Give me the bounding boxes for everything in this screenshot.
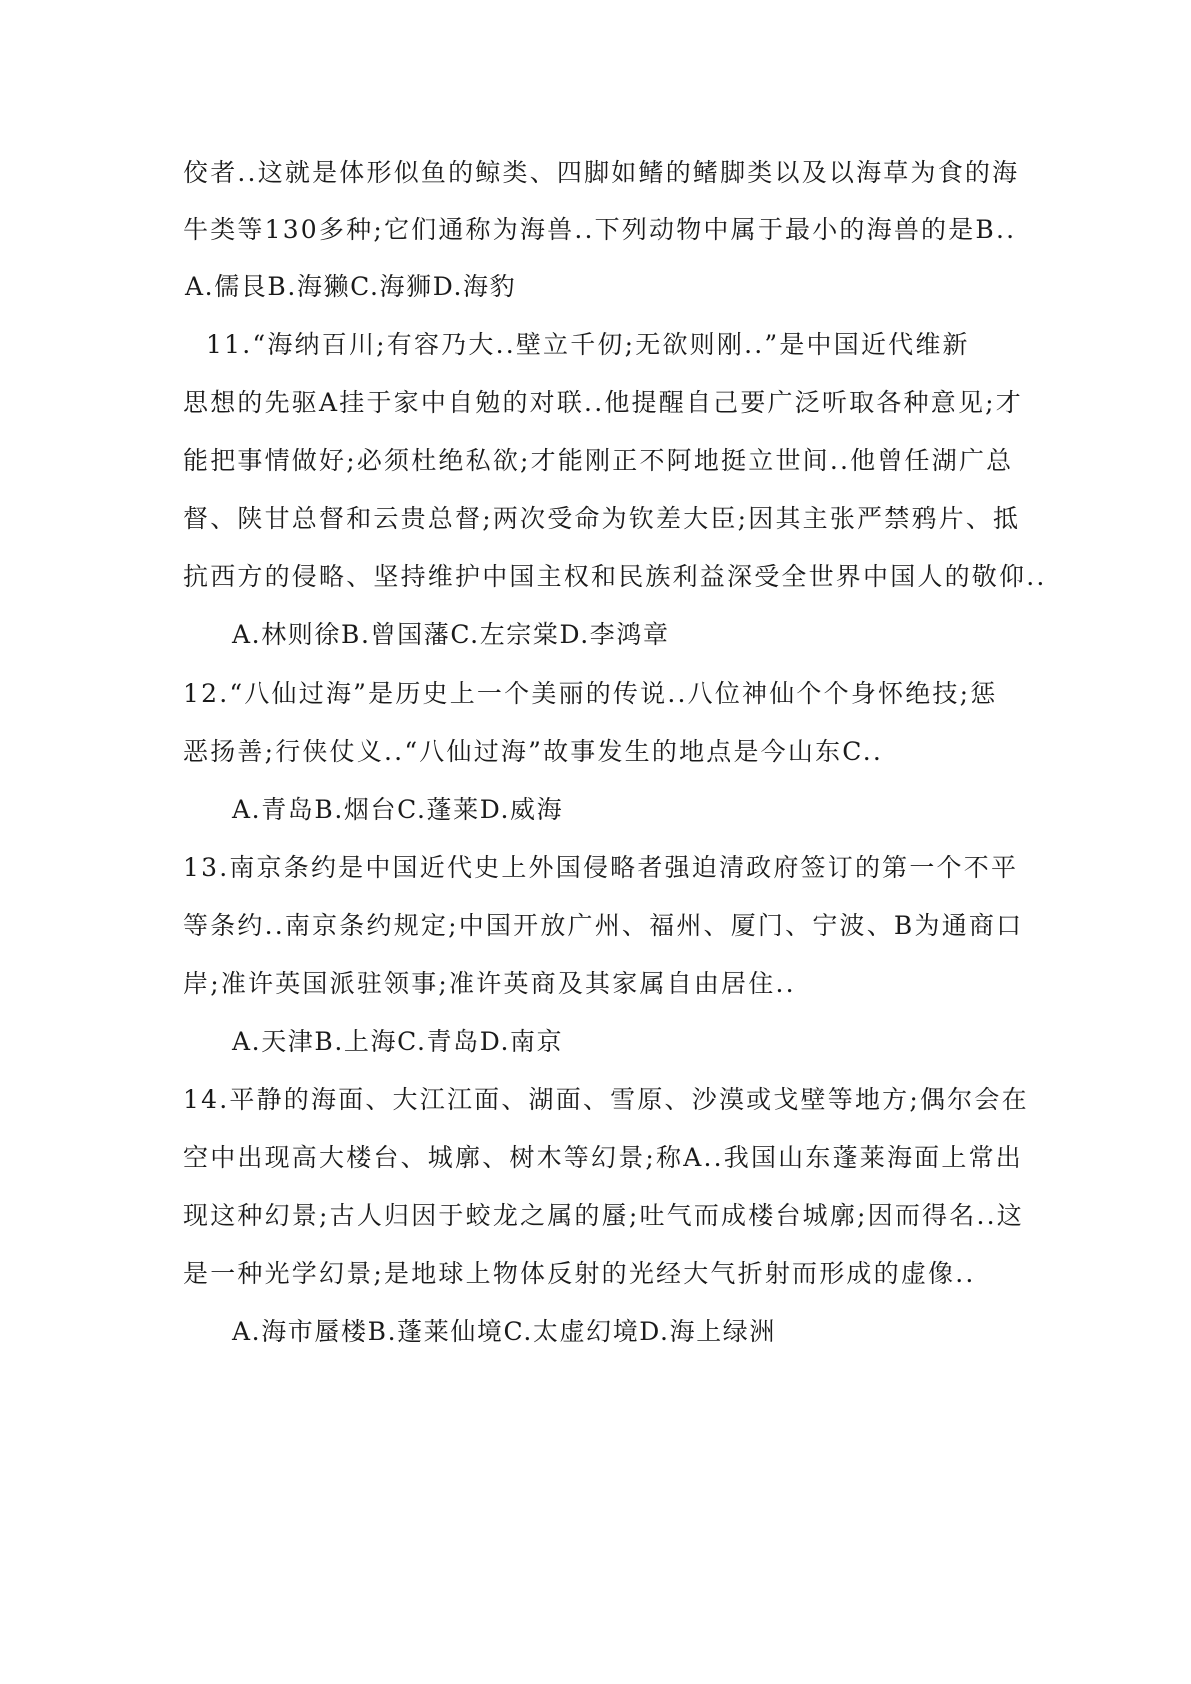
text-line: 督、陕甘总督和云贵总督;两次受命为钦差大臣;因其主张严禁鸦片、抵 bbox=[183, 504, 1021, 533]
text-line: 空中出现高大楼台、城廓、树木等幻景;称A..我国山东蓬莱海面上常出 bbox=[183, 1143, 1023, 1172]
text-line: 思想的先驱A挂于家中自勉的对联..他提醒自己要广泛听取各种意见;才 bbox=[183, 388, 1023, 417]
text-line: 恶扬善;行侠仗义..“八仙过海”故事发生的地点是今山东C.. bbox=[183, 737, 884, 766]
answer-options: A.天津B.上海C.青岛D.南京 bbox=[232, 1027, 564, 1056]
answer-options: A.林则徐B.曾国藩C.左宗棠D.李鸿章 bbox=[232, 620, 670, 649]
text-line: 能把事情做好;必须杜绝私欲;才能刚正不阿地挺立世间..他曾任湖广总 bbox=[183, 446, 1014, 475]
question-14-stem: 14.平静的海面、大江江面、湖面、雪原、沙漠或戈壁等地方;偶尔会在 bbox=[183, 1085, 1029, 1114]
text-line: 牛类等130多种;它们通称为海兽..下列动物中属于最小的海兽的是B.. bbox=[183, 215, 1017, 244]
question-11-stem: 11.“海纳百川;有容乃大..壁立千仞;无欲则刚..”是中国近代维新 bbox=[206, 330, 970, 359]
answer-options: A.儒艮B.海獭C.海狮D.海豹 bbox=[185, 272, 517, 301]
answer-options: A.青岛B.烟台C.蓬莱D.威海 bbox=[232, 795, 564, 824]
question-12-stem: 12.“八仙过海”是历史上一个美丽的传说..八位神仙个个身怀绝技;惩 bbox=[183, 679, 998, 708]
text-line: 等条约..南京条约规定;中国开放广州、福州、厦门、宁波、B为通商口 bbox=[183, 911, 1024, 940]
text-line: 现这种幻景;古人归因于蛟龙之属的蜃;吐气而成楼台城廓;因而得名..这 bbox=[183, 1201, 1024, 1230]
text-line: 佼者..这就是体形似鱼的鲸类、四脚如鳍的鳍脚类以及以海草为食的海 bbox=[183, 158, 1020, 187]
text-line: 抗西方的侵略、坚持维护中国主权和民族利益深受全世界中国人的敬仰.. bbox=[183, 562, 1047, 591]
question-13-stem: 13.南京条约是中国近代史上外国侵略者强迫清政府签订的第一个不平 bbox=[183, 853, 1019, 882]
answer-options: A.海市蜃楼B.蓬莱仙境C.太虚幻境D.海上绿洲 bbox=[232, 1317, 777, 1346]
text-line: 是一种光学幻景;是地球上物体反射的光经大气折射而形成的虚像.. bbox=[183, 1259, 976, 1288]
text-line: 岸;准许英国派驻领事;准许英商及其家属自由居住.. bbox=[183, 969, 796, 998]
